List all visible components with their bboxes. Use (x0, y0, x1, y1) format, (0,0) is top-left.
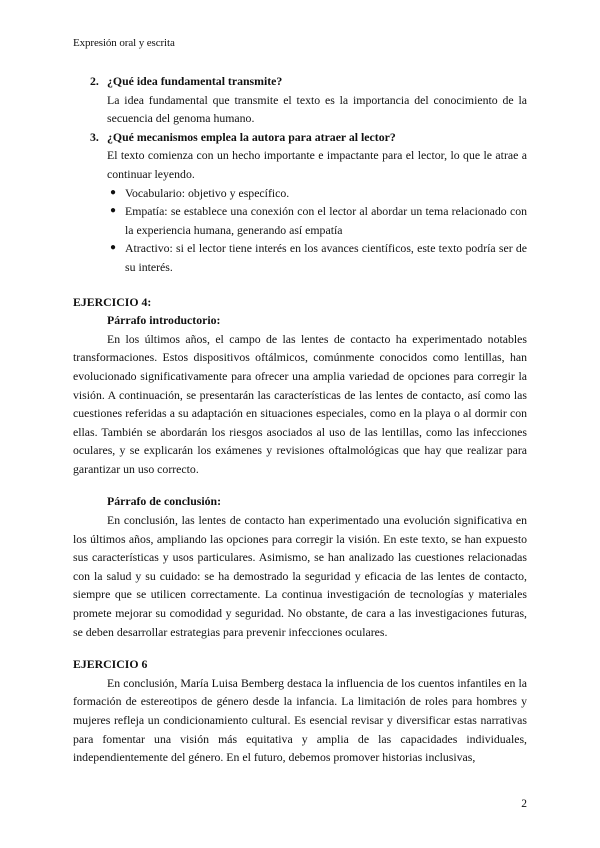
list-item: ● Empatía: se establece una conexión con el lector al abordar un tema relacionado con la experiencia humana, generando así empatía (110, 204, 527, 237)
bullet-icon: ● (110, 242, 117, 254)
exercise-4-heading: EJERCICIO 4: (73, 294, 152, 309)
question-title: ¿Qué idea fundamental transmite? (107, 74, 283, 88)
question-2 (73, 72, 527, 128)
question-answer: El texto comienza con un hecho importante e impactante para el lector, lo que le atrae a continuar leyendo. (107, 148, 527, 181)
intro-paragraph: En los últimos años, el campo de las lentes de contacto ha experimentado notables transformaciones. Estos dispositivos oftálmicos, comúnmente conocidos como lentillas, han evolucionado significativamente para ofrecer una amplia variedad de opciones para corregir la visión. A continuación, se presentarán las características de las lentes de contacto, así como las cuestiones referidas a su adaptación en situaciones especiales, como en la playa o al dormir con ellas. También se abordarán los riesgos asociados al uso de las lentillas, como las infecciones oculares, y se explicarán los exámenes y revisiones oftalmológicas que hay que realizar para garantizar un uso correcto. (73, 331, 527, 476)
question-title: ¿Qué mecanismos emplea la autora para atraer al lector? (107, 129, 396, 144)
exercise-6-paragraph: En conclusión, María Luisa Bemberg destaca la influencia de los cuentos infantiles en la formación de estereotipos de género desde la infancia. La limitación de roles para hombres y mujeres refleja un condicionamiento cultural. Es esencial revisar y diversificar estas narrativas para fomentar una visión más equitativa y amplia de las capacidades individuales, independientemente del género. En el futuro, debemos promover historias inclusivas, (73, 675, 527, 765)
list-item: ● Atractivo: si el lector tiene interés en los avances científicos, este texto podría ser de su interés. (110, 241, 527, 274)
page-header: Expresión oral y escrita (73, 37, 175, 49)
exercise-6-heading: EJERCICIO 6 (73, 657, 148, 672)
question-answer: La idea fundamental que transmite el texto es la importancia del conocimiento de la secuencia del genoma humano. (107, 92, 527, 126)
bullet-icon: ● (110, 186, 117, 198)
question-number: 2. (90, 74, 99, 88)
question-number: 3. (90, 129, 99, 144)
page-number: 2 (521, 798, 527, 810)
list-item: ● Vocabulario: objetivo y específico. (107, 184, 527, 203)
page-content (73, 72, 527, 767)
conclusion-paragraph-heading: Párrafo de conclusión: (107, 494, 222, 509)
intro-paragraph-heading: Párrafo introductorio: (107, 313, 221, 328)
bullet-icon: ● (110, 205, 117, 217)
bullet-list (73, 184, 527, 277)
question-3 (73, 128, 527, 184)
conclusion-paragraph: En conclusión, las lentes de contacto han experimentado una evolución significativa en los últimos años, ampliando las opciones para corregir la visión. En este texto, se han expuesto sus características y usos particulares. Asimismo, se han analizado las cuestiones relacionadas con la salud y su cuidado: se ha demostrado la seguridad y eficacia de las lentes de contacto, siempre que se utilicen correctamente. La continua investigación de tecnologías y materiales promete mejorar su comodidad y seguridad. No obstante, de cara a las investigaciones futuras, se deben desarrollar estrategias para prevenir infecciones oculares. (73, 513, 527, 639)
